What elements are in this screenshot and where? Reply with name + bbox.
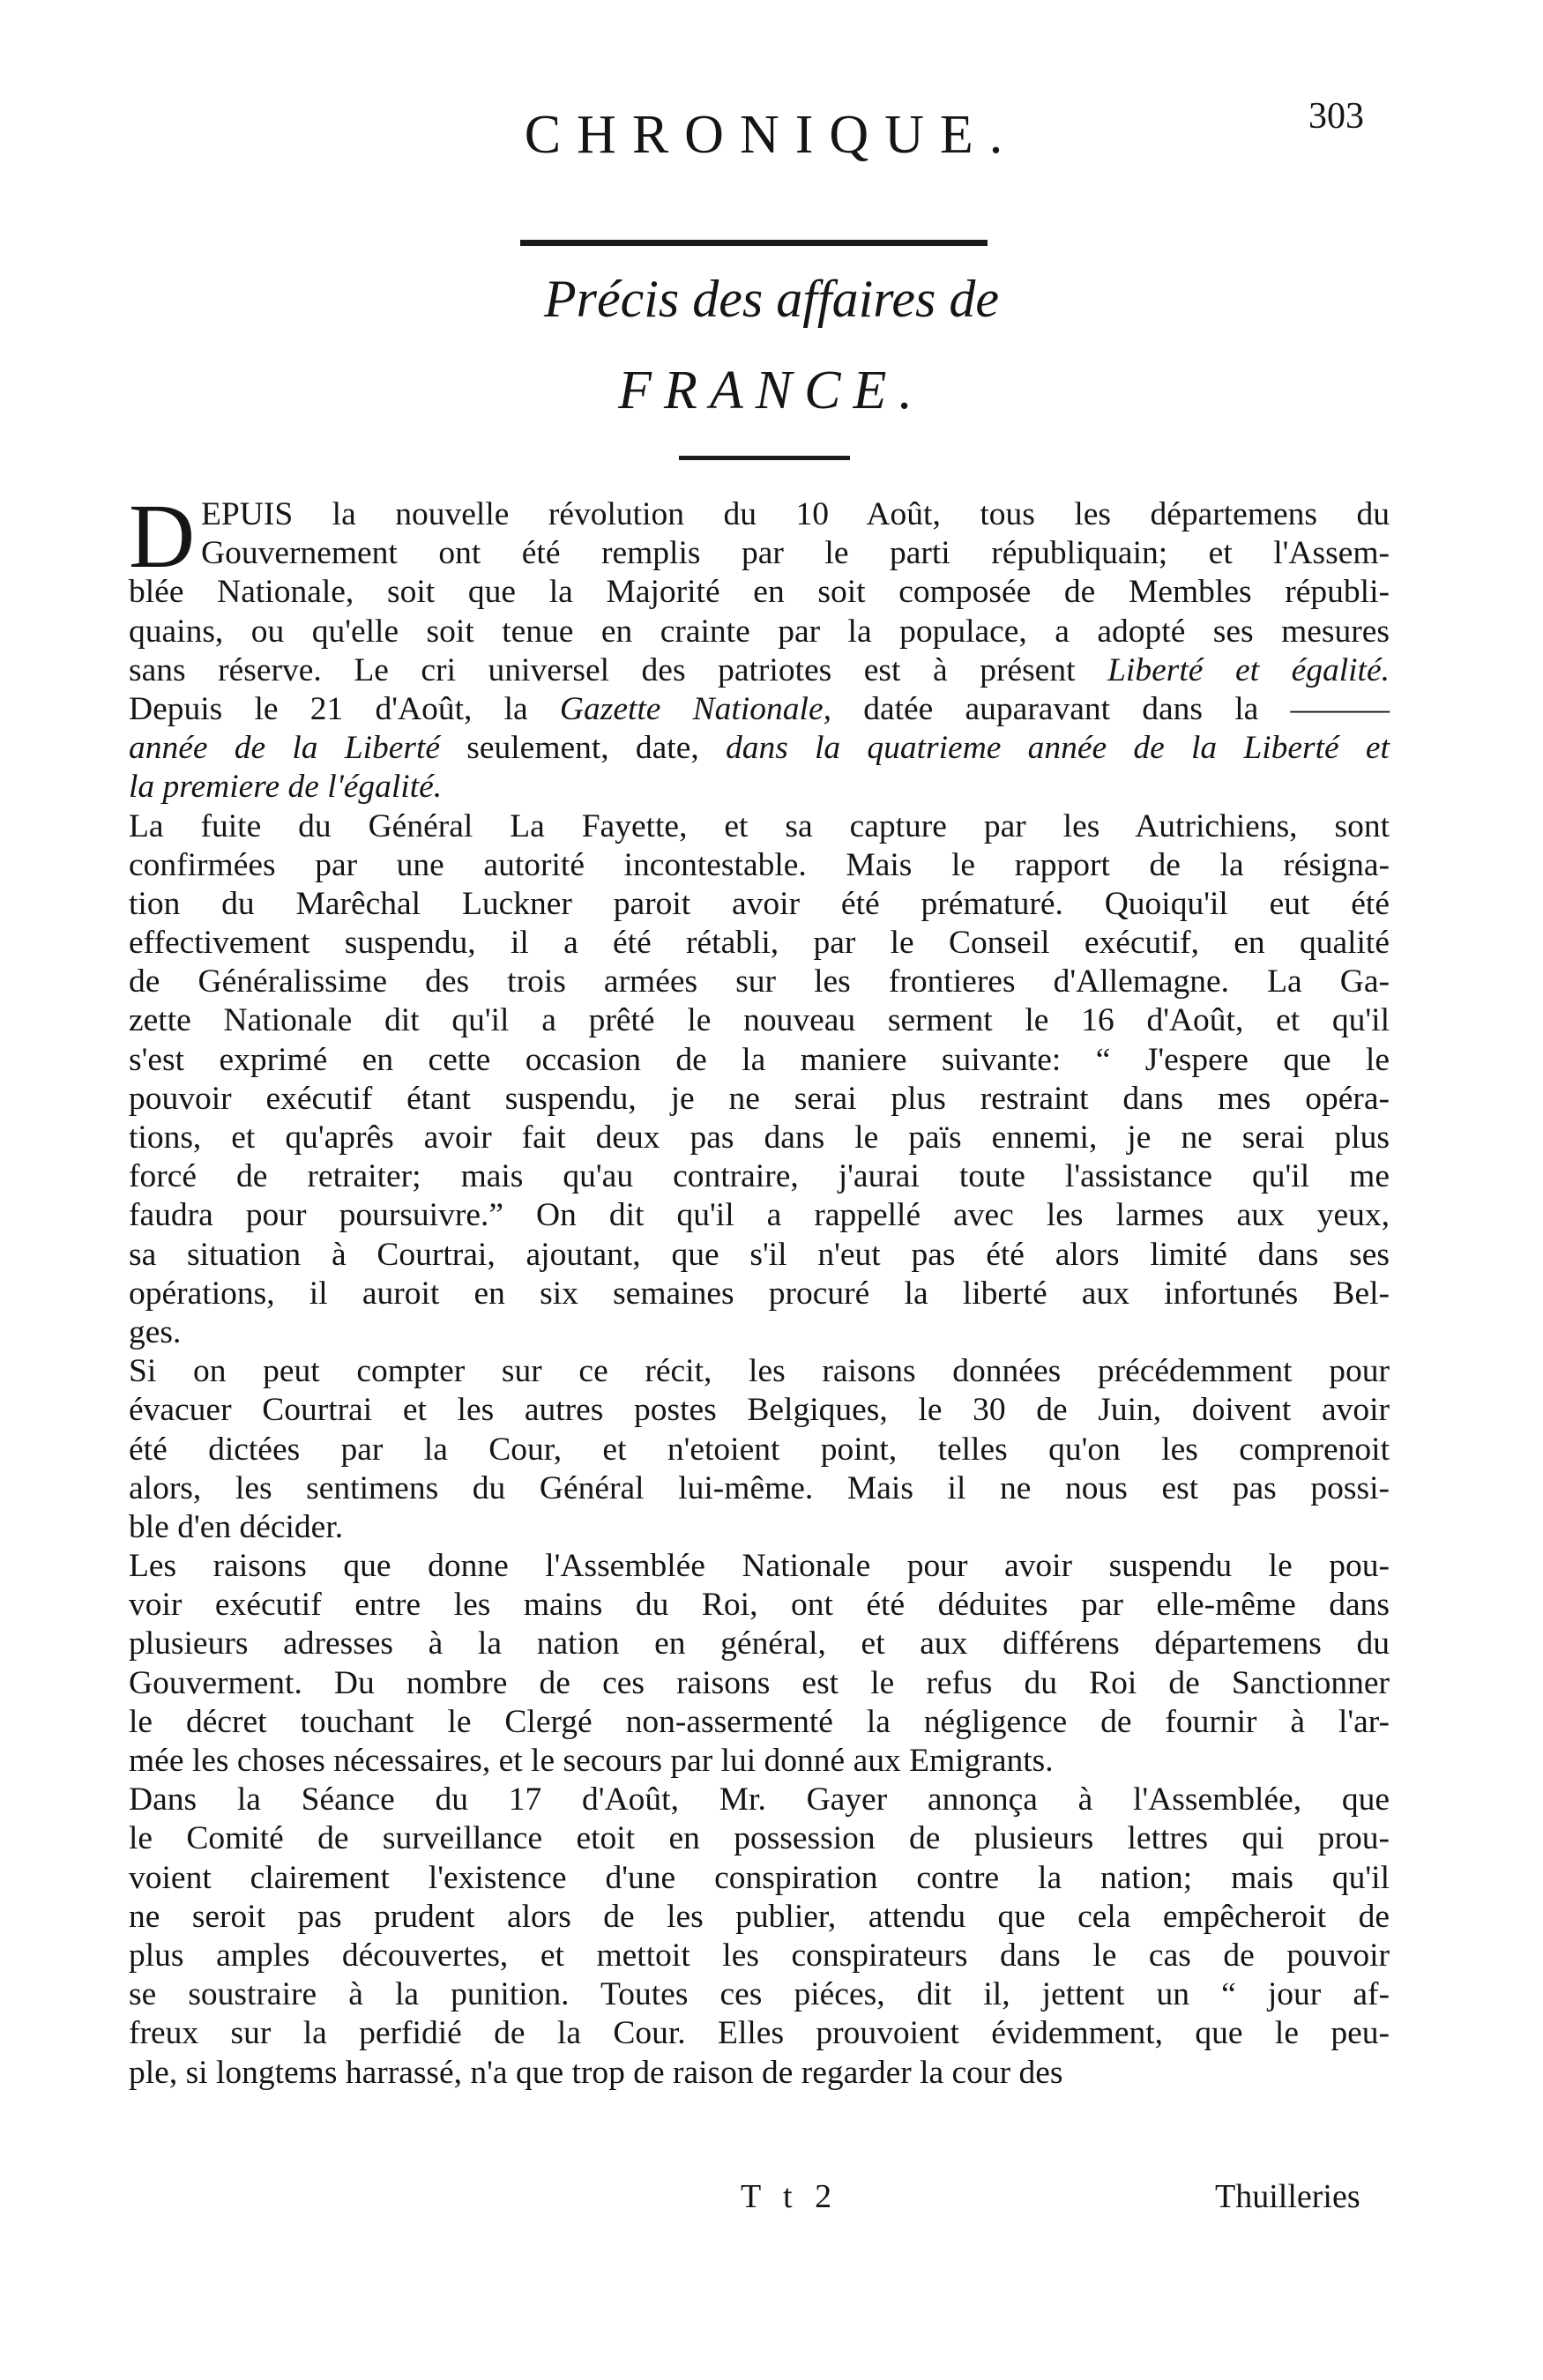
text-line: mée les choses nécessaires, et le secours par lui donné aux Emigrants. bbox=[129, 1743, 1054, 1779]
text-line: Si on peut compter sur ce récit, les raisons données précédemment pour bbox=[129, 1353, 1390, 1390]
text-line: le décret touchant le Clergé non-assermenté la négligence de fournir à l'ar- bbox=[129, 1703, 1390, 1740]
text-line: ges. bbox=[129, 1313, 182, 1350]
text-line: zette Nationale dit qu'il a prêté le nouveau serment le 16 d'Août, et qu'il bbox=[129, 1002, 1390, 1039]
text-line: de Généralissime des trois armées sur les frontieres d'Allemagne. La Ga- bbox=[129, 963, 1390, 1000]
text-line: Gouverment. Du nombre de ces raisons est le refus du Roi de Sanctionner bbox=[129, 1664, 1390, 1701]
text-line: voir exécutif entre les mains du Roi, ont été déduites par elle-même dans bbox=[129, 1587, 1390, 1624]
text-line: alors, les sentimens du Général lui-même. Mais il ne nous est pas possi- bbox=[129, 1469, 1390, 1506]
text-line: sans réserve. Le cri universel des patriotes est à présent Liberté et égalité. bbox=[129, 651, 1390, 688]
text-line: Dans la Séance du 17 d'Août, Mr. Gayer annonça à l'Assemblée, que bbox=[129, 1781, 1390, 1818]
text-line: plusieurs adresses à la nation en général, et aux différens départemens du bbox=[129, 1625, 1390, 1662]
text-line: sa situation à Courtrai, ajoutant, que s'il n'eut pas été alors limité dans ses bbox=[129, 1236, 1390, 1273]
text-line: blée Nationale, soit que la Majorité en soit composée de Membles républi- bbox=[129, 574, 1390, 611]
text-line: évacuer Courtrai et les autres postes Belgiques, le 30 de Juin, doivent avoir bbox=[129, 1392, 1390, 1429]
text-line: la premiere de l'égalité. bbox=[129, 769, 443, 806]
title-rule bbox=[679, 456, 850, 460]
title-line-1: Précis des affaires de bbox=[543, 270, 999, 328]
text-line: tions, et qu'aprês avoir fait deux pas dans le païs ennemi, je ne serai plus bbox=[129, 1119, 1390, 1156]
text-line: faudra pour poursuivre.” On dit qu'il a rappellé avec les larmes aux yeux, bbox=[129, 1197, 1390, 1234]
running-head: CHRONIQUE. bbox=[524, 105, 1019, 165]
text-line: le Comité de surveillance etoit en possession de plusieurs lettres qui prou- bbox=[129, 1820, 1390, 1857]
text-line: plus amples découvertes, et mettoit les conspirateurs dans le cas de pouvoir bbox=[129, 1937, 1390, 1974]
text-line: tion du Marêchal Luckner paroit avoir été prématuré. Quoiqu'il eut été bbox=[129, 885, 1390, 922]
title-line-2: FRANCE. bbox=[618, 361, 925, 420]
text-line: ne seroit pas prudent alors de les publier, attendu que cela empêcheroit de bbox=[129, 1898, 1390, 1935]
text-line: Gouvernement ont été remplis par le parti républiquain; et l'Assem- bbox=[201, 535, 1390, 572]
text-line: voient clairement l'existence d'une conspiration contre la nation; mais qu'il bbox=[129, 1859, 1390, 1896]
text-line: freux sur la perfidié de la Cour. Elles prouvoient évidemment, que le peu- bbox=[129, 2015, 1390, 2052]
text-line: Depuis le 21 d'Août, la Gazette Nationale, datée auparavant dans la ——— bbox=[129, 690, 1390, 727]
text-line: EPUIS la nouvelle révolution du 10 Août, tous les départemens du bbox=[201, 496, 1390, 532]
text-line: année de la Liberté seulement, date, dans la quatrieme année de la Liberté et bbox=[129, 730, 1390, 767]
text-line: forcé de retraiter; mais qu'au contraire, j'aurai toute l'assistance qu'il me bbox=[129, 1158, 1390, 1195]
text-line: se soustraire à la punition. Toutes ces piéces, dit il, jettent un “ jour af- bbox=[129, 1976, 1390, 2013]
text-line: ple, si longtems harrassé, n'a que trop de raison de regarder la cour des bbox=[129, 2054, 1063, 2091]
text-line: confirmées par une autorité incontestable. Mais le rapport de la résigna- bbox=[129, 846, 1390, 883]
signature-mark: T t 2 bbox=[741, 2178, 839, 2215]
drop-cap: D bbox=[129, 486, 196, 587]
text-line: s'est exprimé en cette occasion de la maniere suivante: “ J'espere que le bbox=[129, 1041, 1390, 1078]
top-rule bbox=[520, 240, 988, 246]
body-text bbox=[129, 486, 1390, 2093]
text-line: été dictées par la Cour, et n'etoient point, telles qu'on les comprenoit bbox=[129, 1431, 1390, 1468]
text-line: opérations, il auroit en six semaines procuré la liberté aux infortunés Bel- bbox=[129, 1275, 1390, 1312]
text-line: effectivement suspendu, il a été rétabli, par le Conseil exécutif, en qualité bbox=[129, 925, 1390, 962]
text-line: ble d'en décider. bbox=[129, 1508, 344, 1545]
page-number: 303 bbox=[1308, 96, 1364, 137]
text-line: La fuite du Général La Fayette, et sa capture par les Autrichiens, sont bbox=[129, 807, 1390, 844]
text-line: Les raisons que donne l'Assemblée Nationale pour avoir suspendu le pou- bbox=[129, 1548, 1390, 1585]
text-line: quains, ou qu'elle soit tenue en crainte par la populace, a adopté ses mesures bbox=[129, 613, 1390, 650]
catchword: Thuilleries bbox=[1215, 2178, 1360, 2215]
text-line: pouvoir exécutif étant suspendu, je ne serai plus restraint dans mes opéra- bbox=[129, 1080, 1390, 1117]
